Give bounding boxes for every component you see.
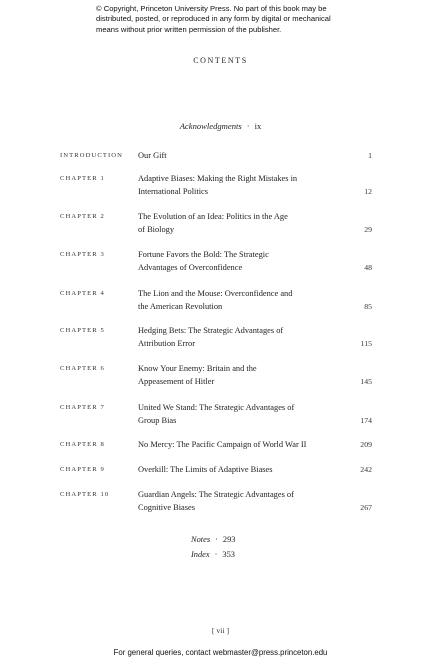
copyright-line: distributed, posted, or reproduced in any form by digital or mechanical xyxy=(96,14,331,24)
toc-entry-label: CHAPTER 8 xyxy=(60,441,105,448)
toc-entry-page: 85 xyxy=(364,302,372,311)
copyright-notice xyxy=(96,4,396,35)
toc-entry-title-line: International Politics xyxy=(138,186,209,196)
toc-entry-title-line: Advantages of Overconfidence xyxy=(138,262,243,272)
page-folio: [ vii ] xyxy=(211,626,230,635)
toc-entry-title xyxy=(138,150,348,163)
toc-entry-title-line: United We Stand: The Strategic Advantages of xyxy=(138,403,295,412)
toc-entry-title xyxy=(138,439,348,452)
toc-entry-title-line: Hedging Bets: The Strategic Advantages of xyxy=(138,326,284,335)
toc-entry-title-line: Attribution Error xyxy=(138,338,195,348)
toc-entry-label: CHAPTER 9 xyxy=(60,466,105,473)
toc-entry-label: CHAPTER 3 xyxy=(60,251,105,258)
toc-entry-title-line: Adaptive Biases: Making the Right Mistakes in xyxy=(138,174,298,183)
toc-entry-page: 145 xyxy=(360,377,372,386)
toc-entry-page: 115 xyxy=(360,339,372,348)
toc-entry-title-line: Fortune Favors the Bold: The Strategic xyxy=(138,250,269,259)
back-matter-separator: · xyxy=(214,550,218,559)
back-matter-index xyxy=(191,550,235,559)
toc-entry-title-line: Cognitive Biases xyxy=(138,502,195,512)
toc-entry-title-line: Our Gift xyxy=(138,151,167,160)
toc-entry-title xyxy=(138,211,348,236)
toc-entry-label: CHAPTER 2 xyxy=(60,213,105,220)
toc-entry-label: CHAPTER 7 xyxy=(60,404,105,411)
toc-entry-page: 1 xyxy=(368,151,372,160)
toc-entry-title xyxy=(138,249,348,274)
back-matter-page: 353 xyxy=(222,550,235,559)
front-matter-page: ix xyxy=(254,121,262,131)
toc-entry-label: CHAPTER 5 xyxy=(60,327,105,334)
toc-entry-label: CHAPTER 10 xyxy=(60,491,110,498)
back-matter-label: Index xyxy=(191,550,210,559)
toc-entry-label: INTRODUCTION xyxy=(60,152,124,159)
back-matter-separator: · xyxy=(215,535,218,544)
toc-entry-label: CHAPTER 4 xyxy=(60,290,105,297)
footer-contact: For general queries, contact webmaster@press.princeton.edu xyxy=(113,648,328,657)
back-matter-label: Notes xyxy=(191,535,211,544)
toc-entry-page: 174 xyxy=(360,416,372,425)
toc-entry-title-line: Know Your Enemy: Britain and the xyxy=(138,364,257,373)
copyright-line: means without prior written permission of the publisher. xyxy=(96,24,282,34)
toc-entry-page: 242 xyxy=(360,465,372,474)
front-matter-entry xyxy=(0,121,441,131)
toc-entry-title-line: Group Bias xyxy=(138,415,177,425)
toc-entry-page: 12 xyxy=(364,187,372,196)
toc-entry-title-line: The Lion and the Mouse: Overconfidence and xyxy=(138,289,293,298)
back-matter-notes xyxy=(191,535,235,544)
toc-entry-title-line: The Evolution of an Idea: Politics in the Age xyxy=(138,212,288,221)
toc-entry-title xyxy=(138,363,348,388)
toc-entry-title-line: Overkill: The Limits of Adaptive Biases xyxy=(138,465,273,474)
toc-entry-title-line: No Mercy: The Pacific Campaign of World War II xyxy=(138,440,307,449)
toc-entry-title xyxy=(138,402,348,427)
toc-entry-label: CHAPTER 6 xyxy=(60,365,105,372)
toc-entry-title-line: Appeasement of Hitler xyxy=(138,376,215,386)
toc-entry-page: 29 xyxy=(364,225,372,234)
front-matter-label: Acknowledgments xyxy=(179,121,242,131)
contents-heading: CONTENTS xyxy=(193,56,248,65)
toc-entry-page: 267 xyxy=(360,503,372,512)
toc-entry-page: 209 xyxy=(360,440,372,449)
toc-entry-title xyxy=(138,489,348,514)
toc-entry-label: CHAPTER 1 xyxy=(60,175,105,182)
copyright-line: © Copyright, Princeton University Press. No part of this book may be xyxy=(96,4,327,13)
toc-entry-title xyxy=(138,288,348,313)
front-matter-separator: · xyxy=(246,121,250,131)
toc-entry-title xyxy=(138,173,348,198)
toc-entry-title xyxy=(138,325,348,350)
toc-entry-title-line: the American Revolution xyxy=(138,301,223,311)
back-matter-page: 293 xyxy=(222,535,236,544)
toc-entry-title xyxy=(138,464,348,477)
toc-entry-title-line: Guardian Angels: The Strategic Advantages of xyxy=(138,490,294,499)
toc-entry-title-line: of Biology xyxy=(138,224,175,234)
toc-entry-page: 48 xyxy=(364,263,372,272)
